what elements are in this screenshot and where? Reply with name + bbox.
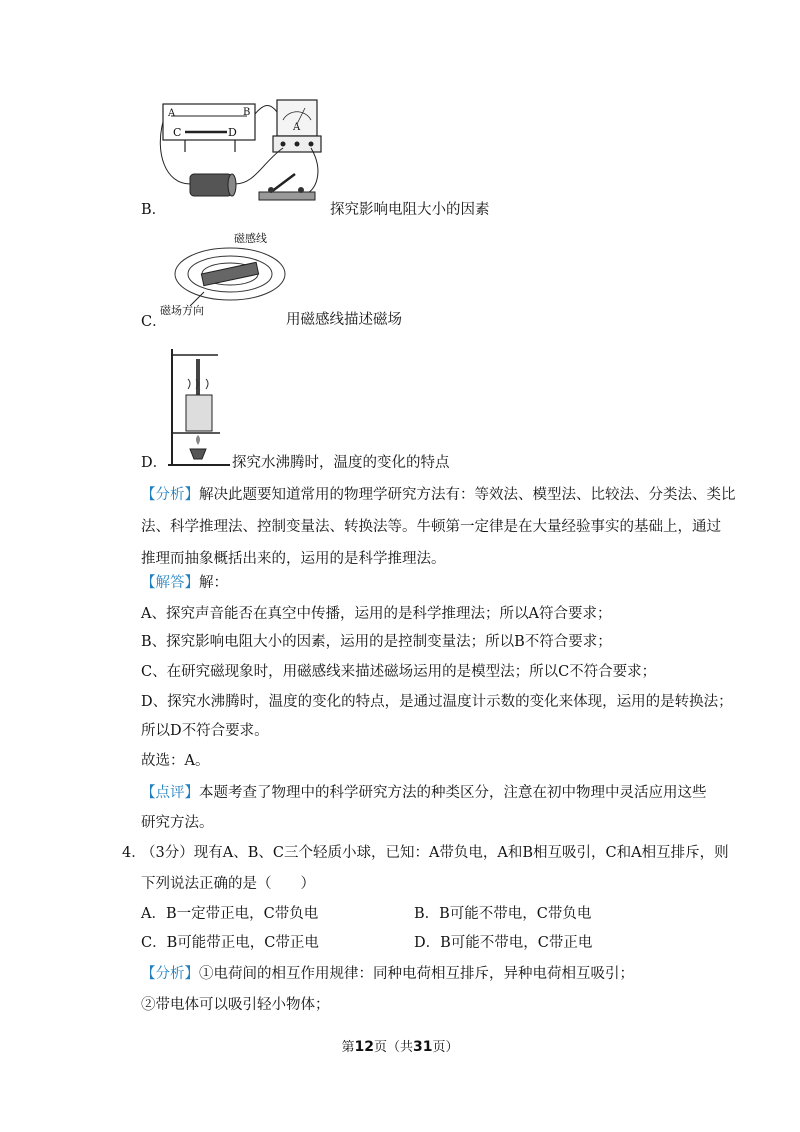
answer-line-b: B、探究影响电阻大小的因素，运用的是控制变量法；所以B不符合要求； (141, 634, 612, 650)
label-a: A (168, 108, 176, 119)
field-direction-label: 磁场方向 (160, 304, 204, 317)
field-lines-label: 磁感线 (234, 232, 267, 245)
boiling-water-figure (160, 345, 232, 470)
footer-total-pages: 31 (413, 1039, 433, 1055)
resistance-circuit-figure (155, 92, 330, 210)
option-b-caption: 探究影响电阻大小的因素 (330, 202, 490, 218)
answer-line-d2: 所以D不符合要求。 (141, 723, 269, 739)
option-d-letter: D． (141, 455, 168, 471)
q4-choice-d: D．B可能不带电，C带正电 (414, 935, 593, 951)
footer-post: 页） (432, 1040, 459, 1055)
answer-line-d: D、探究水沸腾时，温度的变化的特点，是通过温度计示数的变化来体现，运用的是转换法； (141, 694, 733, 710)
q4-number: 4． (122, 845, 146, 861)
label-ammeter: A (293, 122, 301, 133)
analysis-tag: 【分析】 (141, 487, 199, 503)
comment-line-2: 研究方法。 (141, 815, 214, 831)
footer-pre: 第 (341, 1040, 355, 1055)
q4-choice-b: B．B可能不带电，C带负电 (414, 906, 592, 922)
answer-line-c: C、在研究磁现象时，用磁感线来描述磁场运用的是模型法；所以C不符合要求； (141, 664, 657, 680)
q4-analysis-text-1: ①电荷间的相互作用规律：同种电荷相互排斥，异种电荷相互吸引； (199, 966, 634, 982)
option-d-label (141, 453, 167, 473)
q4-choice-a: A．B一定带正电，C带负电 (141, 906, 319, 922)
option-b-letter: B． (141, 202, 167, 218)
page-footer (0, 1036, 800, 1055)
answer-choice: 故选：A。 (141, 753, 210, 769)
option-b-label (141, 200, 166, 220)
q4-analysis-tag: 【分析】 (141, 966, 199, 982)
option-d-caption: 探究水沸腾时，温度的变化的特点 (232, 455, 450, 471)
q4-analysis-line-2: ②带电体可以吸引轻小物体； (141, 997, 330, 1013)
option-c-caption: 用磁感线描述磁场 (286, 312, 402, 328)
footer-page-number: 12 (354, 1039, 374, 1055)
q4-stem-line-2: 下列说法正确的是（ ） (141, 876, 315, 892)
analysis-line-3: 推理而抽象概括出来的，运用的是科学推理法。 (141, 551, 446, 567)
analysis-line-1 (141, 485, 736, 505)
magnetic-field-figure (160, 228, 290, 320)
answer-header (141, 573, 228, 593)
label-b: B (243, 107, 251, 118)
answer-tag: 【解答】 (141, 575, 199, 591)
comment-text-1: 本题考查了物理中的科学研究方法的种类区分，注意在初中物理中灵活应用这些 (199, 785, 707, 801)
option-c-label (141, 312, 167, 332)
option-c-letter: C． (141, 314, 167, 330)
label-d: D (228, 126, 237, 139)
label-c: C (173, 126, 182, 139)
analysis-line-2: 法、科学推理法、控制变量法、转换法等。牛顿第一定律是在大量经验事实的基础上，通过 (141, 519, 721, 535)
q4-choice-c: C．B可能带正电，C带正电 (141, 935, 319, 951)
footer-mid: 页（共 (373, 1040, 413, 1055)
q4-stem-line-1: （3分）现有A、B、C三个轻质小球，已知：A带负电，A和B相互吸引，C和A相互排斥，则 (141, 845, 729, 861)
analysis-text-1: 解决此题要知道常用的物理学研究方法有：等效法、模型法、比较法、分类法、类比 (199, 487, 736, 503)
answer-intro: 解： (199, 575, 228, 591)
comment-line-1 (141, 783, 707, 803)
q4-analysis-line-1 (141, 964, 634, 984)
comment-tag: 【点评】 (141, 785, 199, 801)
answer-line-a: A、探究声音能否在真空中传播，运用的是科学推理法；所以A符合要求； (141, 606, 612, 622)
